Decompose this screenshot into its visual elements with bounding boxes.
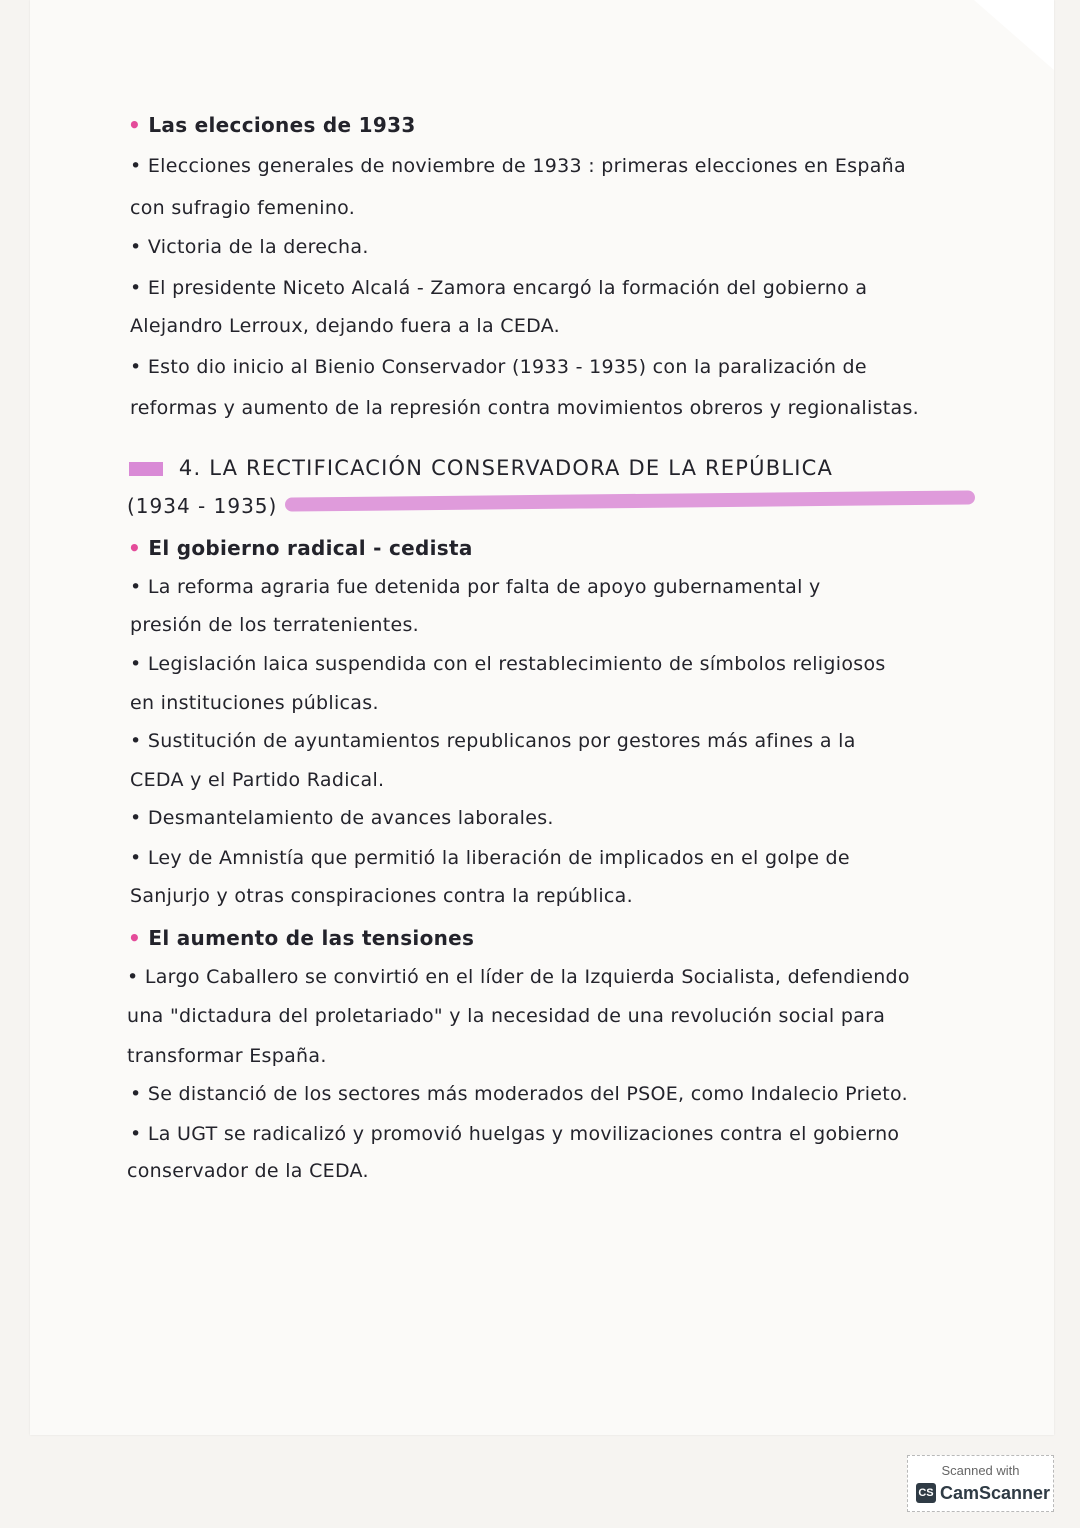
- section-title: 4. LA RECTIFICACIÓN CONSERVADORA DE LA REPÚBLICA: [178, 456, 834, 480]
- camscanner-logo-icon: CS: [916, 1483, 936, 1503]
- pink-bullet-icon: •: [128, 536, 142, 560]
- radical-cedista-line: • Legislación laica suspendida con el restablecimiento de símbolos religiosos: [130, 653, 886, 675]
- pink-bullet-icon: •: [128, 926, 142, 950]
- radical-cedista-heading: El gobierno radical - cedista: [148, 536, 473, 560]
- pink-bullet-icon: •: [128, 113, 142, 137]
- elections-line: • Victoria de la derecha.: [130, 236, 369, 258]
- elections-line: Alejandro Lerroux, dejando fuera a la CEDA.: [130, 315, 561, 337]
- tensions-heading: El aumento de las tensiones: [148, 926, 475, 950]
- section-title-row: [129, 456, 833, 480]
- camscanner-brand: CamScanner: [940, 1483, 1051, 1503]
- radical-cedista-line: • Ley de Amnistía que permitió la liberación de implicados en el golpe de: [130, 847, 850, 869]
- highlight-marker-icon: [129, 462, 163, 476]
- elections-line: reformas y aumento de la represión contra movimientos obreros y regionalistas.: [130, 397, 920, 419]
- scanned-with-label: Scanned with: [941, 1463, 1020, 1478]
- tensions-line: • Se distanció de los sectores más moderados del PSOE, como Indalecio Prieto.: [130, 1083, 908, 1105]
- radical-cedista-heading-row: [128, 538, 473, 558]
- elections-heading-row: [128, 115, 416, 135]
- radical-cedista-line: • La reforma agraria fue detenida por falta de apoyo gubernamental y: [130, 576, 821, 598]
- elections-heading: Las elecciones de 1933: [148, 113, 416, 137]
- page-corner-fold: [974, 0, 1054, 70]
- tensions-heading-row: [128, 928, 474, 948]
- radical-cedista-line: presión de los terratenientes.: [130, 614, 419, 636]
- elections-line: con sufragio femenino.: [130, 197, 356, 219]
- radical-cedista-line: CEDA y el Partido Radical.: [130, 769, 385, 791]
- radical-cedista-line: en instituciones públicas.: [130, 692, 379, 714]
- section-years: (1934 - 1935): [127, 494, 278, 518]
- radical-cedista-line: • Desmantelamiento de avances laborales.: [130, 807, 554, 829]
- elections-line: • Elecciones generales de noviembre de 1933 : primeras elecciones en España: [130, 155, 906, 177]
- tensions-line: transformar España.: [127, 1045, 327, 1067]
- tensions-line: • La UGT se radicalizó y promovió huelgas y movilizaciones contra el gobierno: [130, 1123, 900, 1145]
- elections-line: • El presidente Niceto Alcalá - Zamora encargó la formación del gobierno a: [130, 277, 868, 299]
- tensions-line: conservador de la CEDA.: [127, 1160, 369, 1182]
- tensions-line: • Largo Caballero se convirtió en el líder de la Izquierda Socialista, defendiendo: [127, 966, 910, 988]
- radical-cedista-line: • Sustitución de ayuntamientos republicanos por gestores más afines a la: [130, 730, 856, 752]
- elections-line: • Esto dio inicio al Bienio Conservador (1933 - 1935) con la paralización de: [130, 356, 867, 378]
- radical-cedista-line: Sanjurjo y otras conspiraciones contra la república.: [130, 885, 633, 907]
- camscanner-watermark: [907, 1455, 1054, 1512]
- tensions-line: una "dictadura del proletariado" y la necesidad de una revolución social para: [127, 1005, 886, 1027]
